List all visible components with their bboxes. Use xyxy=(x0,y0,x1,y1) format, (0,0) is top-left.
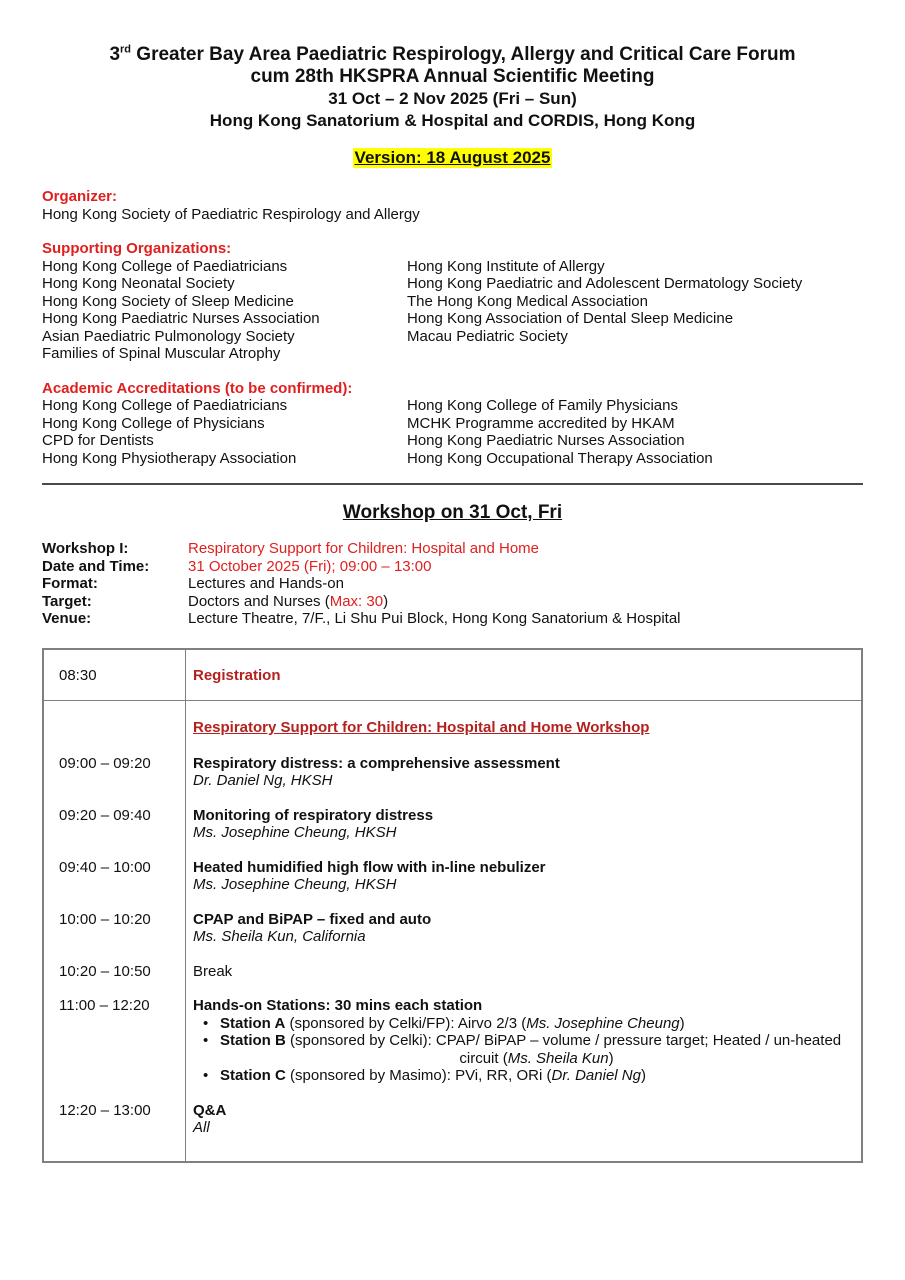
session-speaker: Dr. Daniel Ng, HKSH xyxy=(193,772,333,789)
format-value: Lectures and Hands-on xyxy=(188,575,344,592)
session-time: 12:20 – 13:00 xyxy=(59,1101,151,1119)
session-time: 09:00 – 09:20 xyxy=(59,754,151,772)
target-text-close: ) xyxy=(383,592,389,610)
station-c-text xyxy=(220,1067,646,1085)
event-dates: 31 Oct – 2 Nov 2025 (Fri – Sun) xyxy=(328,89,577,108)
station-desc: circuit ( xyxy=(459,1049,508,1067)
registration-row xyxy=(44,650,861,702)
accreditations-left-column xyxy=(42,397,407,467)
session-time: 11:00 – 12:20 xyxy=(59,997,150,1014)
workshop-schedule-body xyxy=(44,701,861,1161)
session-title: Heated humidified high flow with in-line nebulizer xyxy=(193,858,546,876)
target-label: Target: xyxy=(42,592,92,610)
station-desc-close: ) xyxy=(640,1067,646,1084)
page-title-line-2: cum 28th HKSPRA Annual Scientific Meeting xyxy=(250,66,655,87)
list-item: Hong Kong Association of Dental Sleep Medicine xyxy=(407,310,734,327)
session-speaker: All xyxy=(193,1119,210,1136)
workshop-label: Workshop I: xyxy=(42,540,129,557)
workshop-section-title: Workshop on 31 Oct, Fri xyxy=(342,502,563,523)
list-item: Hong Kong Occupational Therapy Association xyxy=(407,449,713,467)
accreditations-section xyxy=(42,380,863,468)
session-row xyxy=(185,755,861,807)
list-item: Hong Kong Neonatal Society xyxy=(42,275,235,292)
session-row xyxy=(185,911,861,963)
break-row xyxy=(185,963,861,998)
list-item: Hong Kong Physiotherapy Association xyxy=(42,449,297,467)
list-item: Asian Paediatric Pulmonology Society xyxy=(42,327,295,345)
target-value xyxy=(188,593,863,611)
list-item: The Hong Kong Medical Association xyxy=(407,292,648,310)
station-name: Station C xyxy=(220,1067,286,1084)
list-item: Hong Kong Paediatric Nurses Association xyxy=(407,432,685,449)
list-item: Hong Kong Paediatric and Adolescent Dermatology Society xyxy=(407,275,803,292)
event-venue: Hong Kong Sanatorium & Hospital and CORDIS, Hong Kong xyxy=(209,111,696,130)
list-item: Macau Pediatric Society xyxy=(407,327,568,345)
accreditations-right-column xyxy=(407,397,863,467)
datetime-value: 31 October 2025 (Fri); 09:00 – 13:00 xyxy=(188,557,432,575)
supporting-organizations-heading: Supporting Organizations: xyxy=(42,240,232,257)
table-workshop-heading: Respiratory Support for Children: Hospital and Home Workshop xyxy=(193,719,650,736)
session-time: 10:00 – 10:20 xyxy=(59,910,151,928)
session-row xyxy=(185,807,861,859)
station-desc: (sponsored by Masimo): PVi, RR, ORi ( xyxy=(285,1067,552,1084)
list-item: Families of Spinal Muscular Atrophy xyxy=(42,345,281,362)
bullet-icon: • xyxy=(203,1067,209,1084)
venue-value: Lecture Theatre, 7/F., Li Shu Pui Block, Hong Kong Sanatorium & Hospital xyxy=(188,610,681,627)
title-text: Greater Bay Area Paediatric Respirology, Allergy and Critical Care Forum xyxy=(131,44,796,65)
session-time: 09:20 – 09:40 xyxy=(59,806,151,824)
workshop-value: Respiratory Support for Children: Hospital and Home xyxy=(188,540,539,557)
qa-row xyxy=(185,1102,861,1161)
session-title: Hands-on Stations: 30 mins each station xyxy=(193,997,483,1014)
supporting-right-column xyxy=(407,258,863,363)
organizer-name: Hong Kong Society of Paediatric Respirology and Allergy xyxy=(42,205,420,223)
station-speaker: Dr. Daniel Ng xyxy=(551,1067,641,1084)
list-item: Hong Kong College of Physicians xyxy=(42,414,265,432)
session-time: 10:20 – 10:50 xyxy=(59,962,151,980)
station-a-text xyxy=(220,1015,685,1033)
version-row xyxy=(42,148,863,168)
list-item: CPD for Dentists xyxy=(42,432,154,449)
list-item: Hong Kong Institute of Allergy xyxy=(407,257,605,275)
break-label: Break xyxy=(193,962,233,980)
accreditations-heading: Academic Accreditations (to be confirmed): xyxy=(42,379,353,397)
station-b-text xyxy=(220,1032,853,1067)
station-desc: (sponsored by Celki/FP): Airvo 2/3 ( xyxy=(285,1014,527,1032)
page-title-line-1 xyxy=(42,44,863,66)
title-ordinal-suffix: rd xyxy=(120,43,132,56)
schedule-table xyxy=(42,648,863,1163)
station-c-item xyxy=(203,1067,853,1085)
supporting-organizations-section xyxy=(42,240,863,363)
list-item: Hong Kong College of Family Physicians xyxy=(407,397,678,414)
session-speaker: Ms. Sheila Kun, California xyxy=(193,928,366,945)
station-name: Station A xyxy=(220,1014,286,1032)
station-a-item xyxy=(203,1015,853,1033)
list-item: Hong Kong College of Paediatricians xyxy=(42,257,288,275)
hands-on-row xyxy=(185,997,861,1102)
session-speaker: Ms. Josephine Cheung, HKSH xyxy=(193,824,397,841)
list-item: MCHK Programme accredited by HKAM xyxy=(407,414,675,432)
bullet-icon: • xyxy=(203,1014,209,1032)
target-max: Max: 30 xyxy=(329,592,384,610)
title-ordinal-number: 3 xyxy=(109,44,121,65)
version-label: Version: 18 August 2025 xyxy=(354,148,551,167)
session-title: CPAP and BiPAP – fixed and auto xyxy=(193,910,432,928)
session-time: 08:30 xyxy=(59,666,97,684)
session-title: Respiratory distress: a comprehensive assessment xyxy=(193,754,560,772)
organizer-heading: Organizer: xyxy=(42,188,118,205)
venue-label: Venue: xyxy=(42,610,92,627)
target-text: Doctors and Nurses ( xyxy=(188,592,330,610)
bullet-icon: • xyxy=(203,1032,209,1049)
station-desc: (sponsored by Celki): CPAP/ BiPAP – volume / pressure target; Heated / un-heated xyxy=(285,1032,842,1049)
station-desc-close: ) xyxy=(608,1049,614,1067)
station-name: Station B xyxy=(220,1032,286,1049)
title-block xyxy=(42,44,863,132)
session-title: Q&A xyxy=(193,1101,227,1119)
section-divider xyxy=(42,483,863,485)
session-speaker: Ms. Josephine Cheung, HKSH xyxy=(193,876,397,893)
datetime-label: Date and Time: xyxy=(42,557,150,575)
station-speaker: Ms. Josephine Cheung xyxy=(526,1014,680,1032)
session-row xyxy=(185,859,861,911)
station-speaker: Ms. Sheila Kun xyxy=(507,1049,609,1067)
session-title: Monitoring of respiratory distress xyxy=(193,806,434,824)
station-desc-close: ) xyxy=(679,1014,685,1032)
station-b-continuation xyxy=(220,1050,853,1068)
organizer-section xyxy=(42,188,863,223)
list-item: Hong Kong Paediatric Nurses Association xyxy=(42,310,320,327)
session-time: 09:40 – 10:00 xyxy=(59,858,151,876)
list-item: Hong Kong Society of Sleep Medicine xyxy=(42,292,294,310)
station-b-item xyxy=(203,1032,853,1067)
workshop-info xyxy=(42,540,863,628)
registration-label: Registration xyxy=(193,666,281,684)
format-label: Format: xyxy=(42,575,98,592)
supporting-left-column xyxy=(42,258,407,363)
list-item: Hong Kong College of Paediatricians xyxy=(42,397,288,414)
